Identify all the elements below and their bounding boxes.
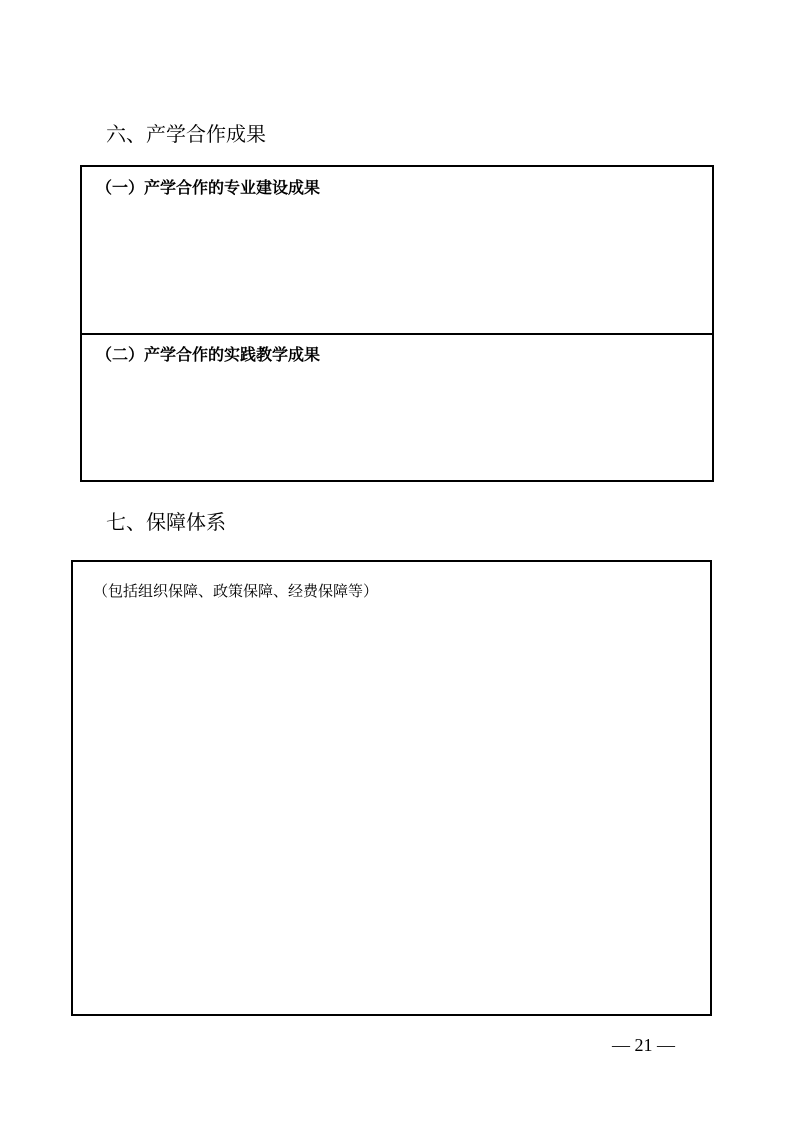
row-title-professional-construction: （一）产学合作的专业建设成果	[96, 178, 321, 197]
page-number: — 21 —	[612, 1035, 675, 1055]
results-table-row-professional-construction[interactable]	[82, 167, 712, 335]
section-six-heading: 六、产学合作成果	[106, 122, 266, 146]
row-title-practical-teaching: （二）产学合作的实践教学成果	[96, 345, 321, 364]
support-system-box[interactable]	[71, 560, 712, 1016]
results-table-row-practical-teaching[interactable]	[82, 335, 712, 480]
support-system-hint: （包括组织保障、政策保障、经费保障等）	[93, 582, 379, 600]
results-table	[80, 165, 714, 482]
section-seven-heading: 七、保障体系	[106, 510, 226, 534]
